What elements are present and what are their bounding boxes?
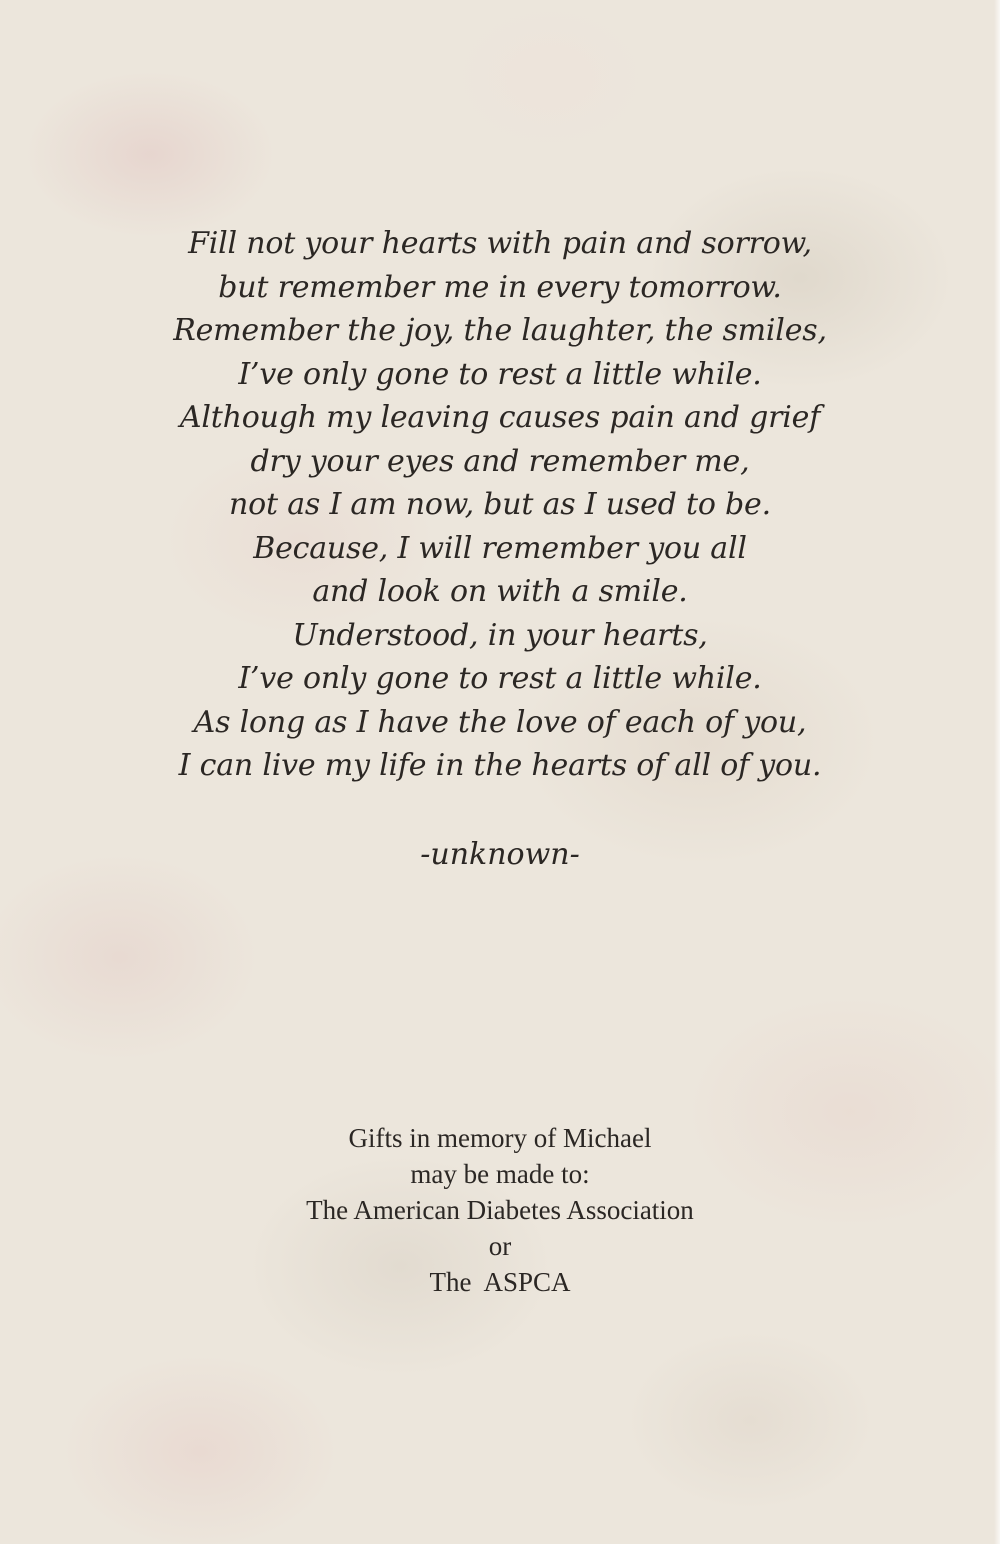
- poem-line: but remember me in every tomorrow.: [218, 269, 782, 305]
- poem-line: and look on with a smile.: [312, 574, 688, 609]
- poem-line: I’ve only gone to rest a little while.: [238, 356, 762, 392]
- poem-line: dry your eyes and remember me,: [250, 443, 750, 479]
- poem-attribution: -unknown-: [420, 837, 580, 872]
- gifts-line: or: [488, 1231, 512, 1261]
- poem-line: I can live my life in the hearts of all of you.: [178, 748, 822, 783]
- gifts-line: may be made to:: [410, 1159, 590, 1189]
- memorial-gifts-note: [150, 1120, 850, 1300]
- gifts-line: The American Diabetes Association: [306, 1195, 694, 1225]
- poem-line: Because, I will remember you all: [253, 530, 747, 566]
- gifts-line: Gifts in memory of Michael: [348, 1123, 652, 1153]
- paper-edge: [994, 0, 1000, 1544]
- poem-line: Although my leaving causes pain and grief: [179, 400, 821, 435]
- poem-line: Fill not your hearts with pain and sorrow,: [188, 226, 812, 261]
- poem-line: Understood, in your hearts,: [292, 617, 708, 653]
- poem-line: Remember the joy, the laughter, the smiles,: [173, 313, 827, 348]
- poem-line: As long as I have the love of each of you,: [193, 704, 807, 740]
- poem-line: not as I am now, but as I used to be.: [229, 487, 771, 522]
- poem-line: I’ve only gone to rest a little while.: [238, 661, 762, 696]
- poem: [90, 222, 910, 788]
- gifts-line: The ASPCA: [429, 1267, 571, 1297]
